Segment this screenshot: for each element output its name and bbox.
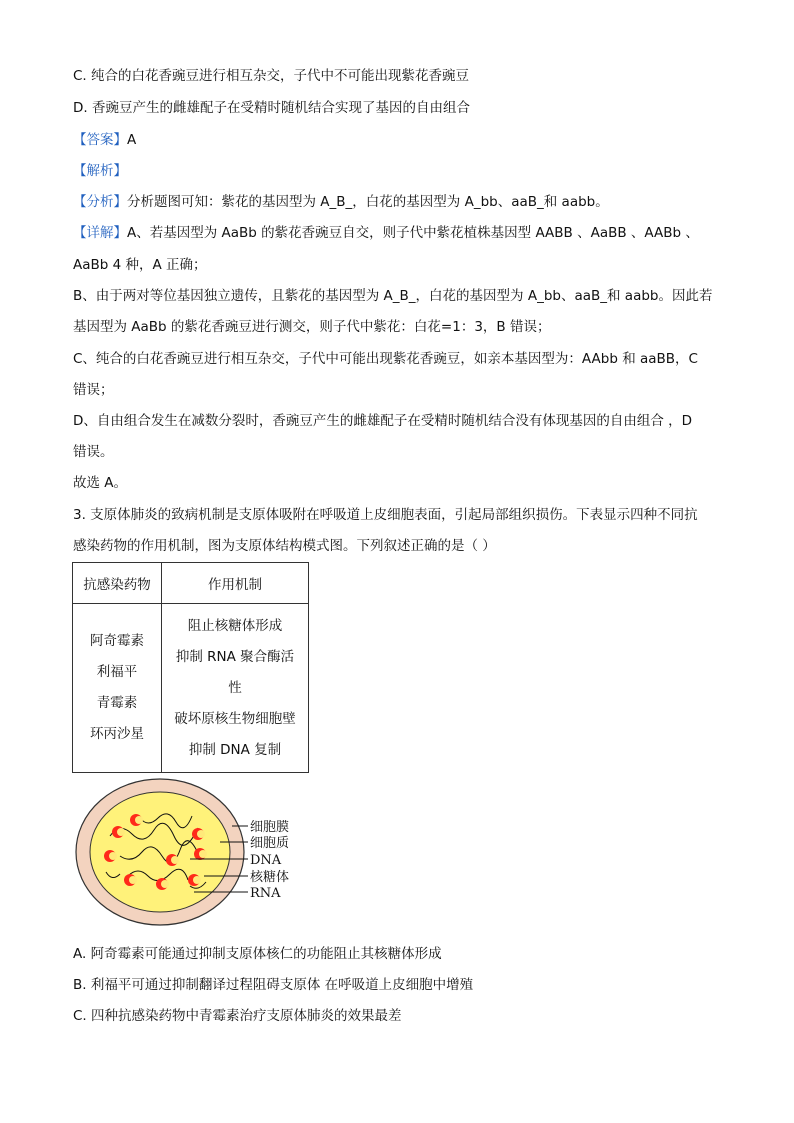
drug-list-cell: [73, 604, 162, 773]
mechanism-2: 抑制 RNA 聚合酶活: [175, 648, 295, 665]
fenxi-line: [73, 193, 609, 211]
xiangjie-text: A、若基因型为 AaBb 的紫花香豌豆自交，则子代中紫花植株基因型 AABB 、AaBB 、AABb 、: [127, 225, 699, 241]
question-3-line-1: 3. 支原体肺炎的致病机制是支原体吸附在呼吸道上皮细胞表面，引起局部组织损伤。下表显示四种不同抗: [73, 507, 698, 523]
explain-c-1: C、纯合的白花香豌豆进行相互杂交，子代中可能出现紫花香豌豆，如亲本基因型为：AAbb 和 aaBB，C: [73, 351, 698, 367]
drug-rifampicin: 利福平: [96, 664, 138, 680]
label-rna: RNA: [250, 886, 281, 901]
mechanism-2-cont: 性: [228, 679, 242, 696]
label-cytoplasm: 细胞质: [250, 836, 290, 851]
fenxi-text: 分析题图可知：紫花的基因型为 A_B_，白花的基因型为 A_bb、aaB_和 aabb。: [127, 194, 609, 210]
mycoplasma-structure-diagram: [70, 776, 310, 936]
option-c-text: C. 纯合的白花香豌豆进行相互杂交，子代中不可能出现紫花香豌豆: [73, 68, 470, 84]
mechanism-list-cell: [162, 604, 309, 773]
table-header-mechanism: 作用机制: [162, 563, 309, 604]
option-c: C. 四种抗感染药物中青霉素治疗支原体肺炎的效果最差: [73, 1008, 402, 1024]
question-3-line-2: 感染药物的作用机制，图为支原体结构模式图。下列叙述正确的是（ ）: [73, 538, 496, 554]
option-b: B. 利福平可通过抑制翻译过程阻碍支原体 在呼吸道上皮细胞中增殖: [73, 977, 474, 993]
label-dna: DNA: [250, 853, 282, 868]
fenxi-tag: 【分析】: [73, 194, 127, 210]
drug-penicillin: 青霉素: [96, 695, 138, 711]
mechanism-3: 破坏原核生物细胞壁: [174, 710, 296, 727]
option-d-text: D. 香豌豆产生的雌雄配子在受精时随机结合实现了基因的自由组合: [73, 100, 470, 116]
explain-a-2: AaBb 4 种，A 正确；: [73, 257, 207, 273]
analysis-tag: 【解析】: [73, 163, 127, 179]
label-ribosome: 核糖体: [250, 870, 290, 885]
explain-c-2: 错误；: [73, 382, 114, 398]
table-header-drug: 抗感染药物: [73, 563, 162, 604]
answer-tag: 【答案】: [73, 132, 127, 148]
option-a: A. 阿奇霉素可能通过抑制支原体核仁的功能阻止其核糖体形成: [73, 946, 442, 962]
xiangjie-tag: 【详解】: [73, 225, 127, 241]
explain-d-2: 错误。: [73, 444, 114, 460]
label-cell-membrane: 细胞膜: [250, 820, 290, 835]
drug-ciprofloxacin: 环丙沙星: [90, 726, 144, 742]
mechanism-1: 阻止核糖体形成: [187, 617, 283, 634]
table-header-row: [73, 563, 309, 604]
answer-value: A: [127, 132, 137, 148]
explain-d-1: D、自由组合发生在减数分裂时，香豌豆产生的雌雄配子在受精时随机结合没有体现基因的自由组合 ，D: [73, 413, 693, 429]
drug-azithromycin: 阿奇霉素: [90, 633, 144, 649]
table-row: [73, 604, 309, 773]
drug-mechanism-table: [72, 562, 309, 773]
explain-b-1: B、由于两对等位基因独立遗传，且紫花的基因型为 A_B_，白花的基因型为 A_bb、aaB_和 aabb。因此若: [73, 288, 713, 304]
answer-line: [73, 131, 136, 149]
xiangjie-line: [73, 224, 699, 242]
selection-line: 故选 A。: [73, 475, 128, 491]
explain-b-2: 基因型为 AaBb 的紫花香豌豆进行测交，则子代中紫花：白花=1：3，B 错误；: [73, 319, 551, 335]
mechanism-4: 抑制 DNA 复制: [188, 741, 282, 758]
